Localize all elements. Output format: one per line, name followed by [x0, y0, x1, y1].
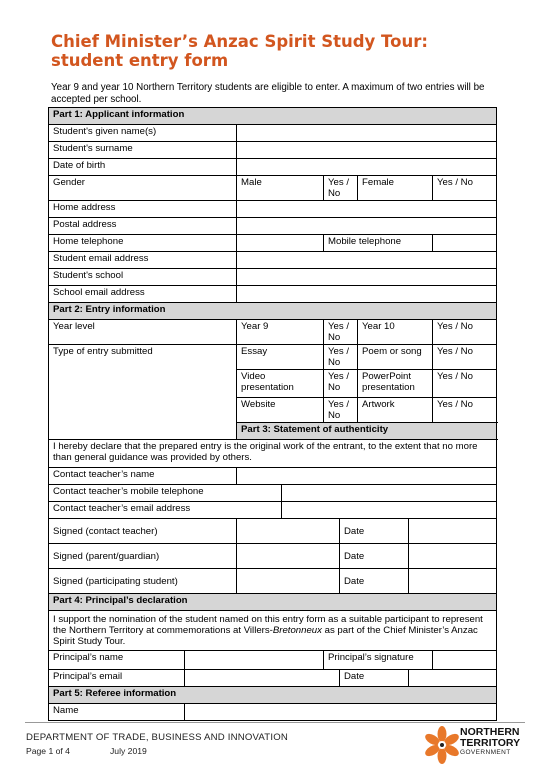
principal-date-field[interactable]: [409, 670, 497, 687]
home-phone-label: Home telephone: [49, 235, 237, 252]
form-title-line2: student entry form: [51, 51, 229, 70]
gender-label: Gender: [49, 176, 237, 201]
website-label: Website: [237, 398, 324, 423]
principal-name-label: Principal’s name: [49, 651, 185, 670]
school-email-label: School email address: [49, 286, 237, 303]
artwork-label: Artwork: [358, 398, 433, 423]
year9-label: Year 9: [237, 320, 324, 345]
essay-yes-no[interactable]: Yes / No: [324, 345, 358, 370]
form-title: [51, 32, 511, 70]
authenticity-statement: I hereby declare that the prepared entry is the original work of the entrant, to the extent that no more than general guidance was provided by others.: [49, 440, 497, 468]
principal-email-field[interactable]: [185, 670, 340, 687]
powerpoint-yes-no[interactable]: Yes / No: [433, 370, 497, 398]
teacher-mobile-field[interactable]: [282, 485, 497, 502]
school-field[interactable]: [237, 269, 497, 286]
principal-signature-field[interactable]: [433, 651, 497, 670]
teacher-name-field[interactable]: [237, 468, 497, 485]
logo-line2: TERRITORY: [460, 737, 521, 749]
gender-male-yes-no[interactable]: Yes / No: [324, 176, 358, 201]
year10-label: Year 10: [358, 320, 433, 345]
signed-teacher-date-label: Date: [340, 519, 409, 544]
surname-field[interactable]: [237, 142, 497, 159]
principal-declaration: [49, 611, 497, 651]
signed-teacher-label: Signed (contact teacher): [49, 519, 237, 544]
student-email-field[interactable]: [237, 252, 497, 269]
page-number: Page 1 of 4: [26, 746, 70, 756]
artwork-yes-no[interactable]: Yes / No: [433, 398, 497, 423]
given-name-field[interactable]: [237, 125, 497, 142]
signed-teacher-date-field[interactable]: [409, 519, 497, 544]
principal-email-label: Principal’s email: [49, 670, 185, 687]
gender-male-label: Male: [237, 176, 324, 201]
part5-heading: Part 5: Referee information: [49, 687, 497, 704]
surname-label: Student's surname: [49, 142, 237, 159]
student-email-label: Student email address: [49, 252, 237, 269]
home-address-label: Home address: [49, 201, 237, 218]
form-title-line1: Chief Minister’s Anzac Spirit Study Tour:: [51, 32, 428, 51]
dob-field[interactable]: [237, 159, 497, 176]
logo-line1: NORTHERN: [460, 726, 520, 738]
principal-name-field[interactable]: [185, 651, 324, 670]
mobile-phone-field[interactable]: [433, 235, 497, 252]
home-address-field[interactable]: [237, 201, 497, 218]
principal-date-label: Date: [340, 670, 409, 687]
postal-address-label: Postal address: [49, 218, 237, 235]
principal-declaration-b: as part of the Chief Minister’s Anzac Spirit Study Tour.: [53, 625, 478, 647]
year9-yes-no[interactable]: Yes / No: [324, 320, 358, 345]
signed-teacher-field[interactable]: [237, 519, 340, 544]
signed-student-date-field[interactable]: [409, 569, 497, 594]
logo-wordmark: [460, 727, 520, 749]
entry-type-label: Type of entry submitted: [49, 345, 237, 440]
referee-name-label: Name: [49, 704, 185, 721]
gender-female-label: Female: [358, 176, 433, 201]
part4-heading: Part 4: Principal’s declaration: [49, 594, 497, 611]
principal-declaration-a: I support the nomination of the student named on this entry form as a suitable participant to represent the Northern Territory at commemorations at Villers-: [53, 614, 483, 636]
year10-yes-no[interactable]: Yes / No: [433, 320, 497, 345]
principal-declaration-italic: Bretonneux: [272, 625, 322, 636]
video-yes-no[interactable]: Yes / No: [324, 370, 358, 398]
website-yes-no[interactable]: Yes / No: [324, 398, 358, 423]
school-email-field[interactable]: [237, 286, 497, 303]
mobile-phone-label: Mobile telephone: [324, 235, 433, 252]
signed-student-field[interactable]: [237, 569, 340, 594]
teacher-name-label: Contact teacher’s name: [49, 468, 237, 485]
teacher-email-field[interactable]: [282, 502, 497, 519]
home-phone-field[interactable]: [237, 235, 324, 252]
logo-line3: GOVERNMENT: [460, 749, 511, 756]
year-level-label: Year level: [49, 320, 237, 345]
signed-parent-date-field[interactable]: [409, 544, 497, 569]
signed-parent-label: Signed (parent/guardian): [49, 544, 237, 569]
powerpoint-label: PowerPoint presentation: [358, 370, 433, 398]
part1-heading: Part 1: Applicant information: [49, 108, 497, 125]
essay-label: Essay: [237, 345, 324, 370]
intro-text: Year 9 and year 10 Northern Territory students are eligible to enter. A maximum of two entries will be accepted per school.: [51, 82, 485, 105]
postal-address-field[interactable]: [237, 218, 497, 235]
entry-form-table: [48, 107, 497, 721]
signed-student-label: Signed (participating student): [49, 569, 237, 594]
referee-name-field[interactable]: [185, 704, 497, 721]
dob-label: Date of birth: [49, 159, 237, 176]
poem-yes-no[interactable]: Yes / No: [433, 345, 497, 370]
signed-parent-date-label: Date: [340, 544, 409, 569]
department-name: DEPARTMENT OF TRADE, BUSINESS AND INNOVATION: [26, 732, 289, 743]
teacher-mobile-label: Contact teacher’s mobile telephone: [49, 485, 282, 502]
flower-icon: [425, 726, 461, 764]
part2-heading: Part 2: Entry information: [49, 303, 497, 320]
signed-parent-field[interactable]: [237, 544, 340, 569]
poem-label: Poem or song: [358, 345, 433, 370]
footer-date: July 2019: [110, 746, 147, 756]
teacher-email-label: Contact teacher’s email address: [49, 502, 282, 519]
signed-student-date-label: Date: [340, 569, 409, 594]
given-name-label: Student's given name(s): [49, 125, 237, 142]
gender-female-yes-no[interactable]: Yes / No: [433, 176, 497, 201]
part3-heading: Part 3: Statement of authenticity: [237, 423, 497, 440]
principal-signature-label: Principal’s signature: [324, 651, 433, 670]
video-label: Video presentation: [237, 370, 324, 398]
school-label: Student's school: [49, 269, 237, 286]
